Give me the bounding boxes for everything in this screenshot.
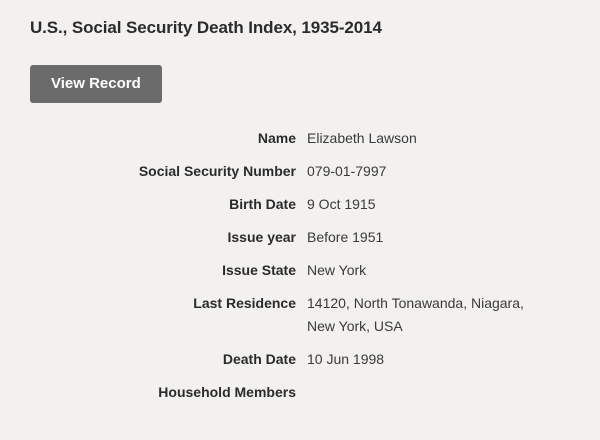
record-fields-table [0,122,600,409]
field-label: Last Residence [193,295,296,311]
field-label: Household Members [158,384,296,400]
field-row-issue-year [0,221,600,254]
field-row-death-date [0,343,600,376]
field-label: Issue year [227,229,296,245]
field-value: 10 Jun 1998 [307,351,385,367]
field-label: Social Security Number [138,163,296,179]
field-value: 079-01-7997 [307,163,387,179]
view-record-button[interactable]: View Record [30,65,162,103]
field-label: Death Date [222,351,296,367]
field-row-birth-date [0,188,600,221]
field-value: Elizabeth Lawson [307,130,417,146]
field-row-household-members [0,376,600,409]
field-value: Before 1951 [307,229,384,245]
page-title: U.S., Social Security Death Index, 1935-2014 [30,18,382,37]
field-label: Birth Date [229,196,296,212]
field-value: New York [307,262,367,278]
field-value: 14120, North Tonawanda, Niagara, New York, USA [307,295,524,334]
record-preview-panel [0,17,600,440]
field-row-name [0,122,600,155]
field-value: 9 Oct 1915 [307,196,376,212]
field-row-issue-state [0,254,600,287]
field-row-last-residence [0,287,600,343]
field-row-social-security-number [0,155,600,188]
field-label: Name [257,130,296,146]
field-label: Issue State [222,262,296,278]
